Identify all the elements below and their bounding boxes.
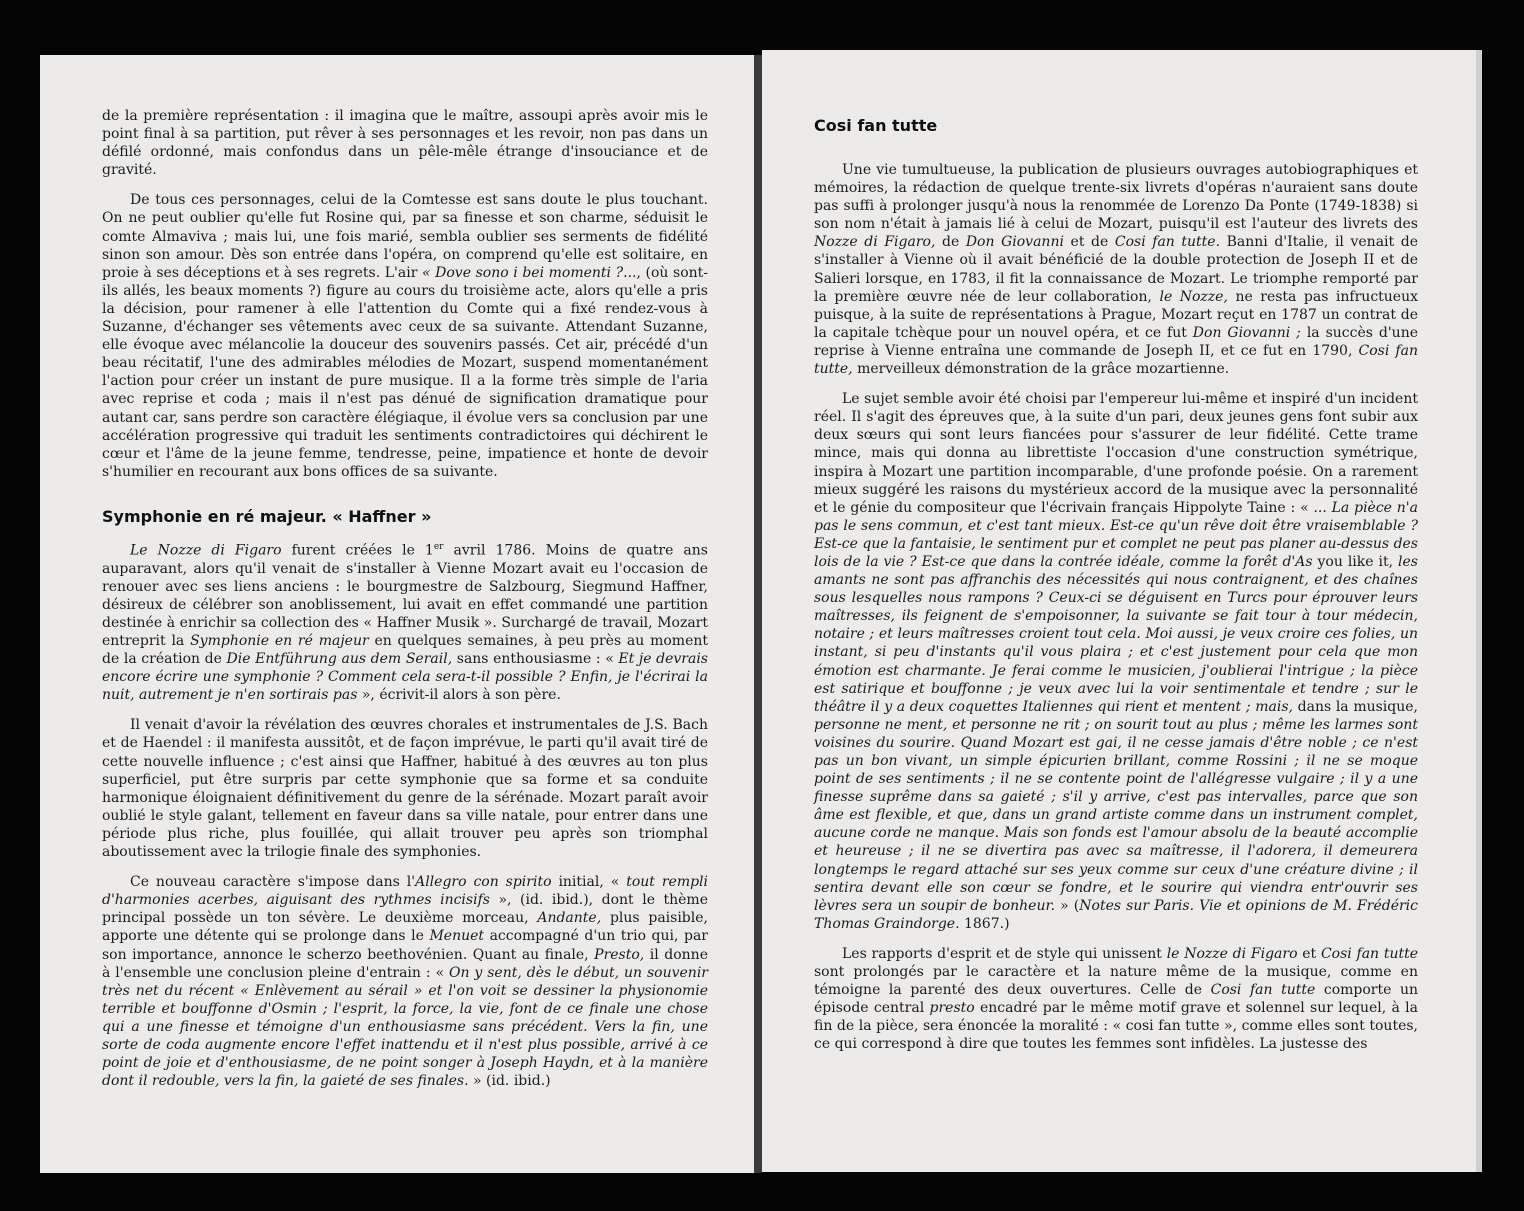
text-run: 1867.) — [959, 915, 1010, 932]
text-run: accompagné d'un trio qui, par son importance, annonce le scherzo beethovénien. Quant au finale, — [102, 928, 708, 963]
italic-run: ... La pièce n'a pas le sens commun, et c'est tant mieux. Est-ce qu'un rêve doit être vraisemblable ? Est-ce que la fantaisie, le sentiment pur et complet ne peut pas planer au-dessus des lois de la vie ? Est-ce que dans la contrée idéale, comme la forêt d'As — [814, 499, 1418, 570]
italic-run: On y sent, dès le début, un souvenir très net du récent « Enlèvement au sérail » et l'on voit se dessiner la physionomie terrible et bouffonne d'Osmin ; l'esprit, la force, la vie, font de ce finale une chose qui a une finesse et témoigne d'un enthousiasme sans précédent. Vers la fin, une sorte de coda augmente encore l'effet inattendu et il n'est plus possible, arrivé à ce point de joie et d'enthousiasme, de ne point songer à Joseph Haydn, et à la manière dont il redouble, vers la fin, la gaieté de ses finales. — [102, 964, 708, 1090]
italic-run: Notes sur Paris. Vie et opinions de M. Frédéric Thomas Graindorge. — [814, 897, 1418, 932]
left-page — [40, 55, 754, 1173]
text-run: merveilleux démonstration de la grâce mozartienne. — [852, 361, 1230, 378]
text-run: il donne à l'ensemble une conclusion pleine d'entrain : « — [102, 946, 708, 981]
superscript: er — [433, 541, 444, 552]
text-run: et — [1297, 945, 1321, 962]
text-run: sans enthousiasme : « — [452, 651, 619, 668]
italic-run: Cosi fan tutte — [1210, 982, 1316, 999]
italic-run: tout rempli d'harmonies acerbes, aiguisant des rythmes incisifs — [102, 874, 709, 909]
italic-run: Don Giovanni — [965, 234, 1064, 251]
text-run: de la première représentation : il imagina que le maître, assoupi après avoir mis le point final à sa partition, put rêver à ses personnages et les revoir, non pas dans un défilé ordonné, mais confondus dans un pêle-mêle étrange d'insouciance et de gravité. — [102, 108, 708, 179]
left-paragraph-4 — [102, 716, 708, 861]
text-run: plus paisible, apporte une détente qui se prolonge dans le — [102, 910, 708, 945]
italic-run: Cosi fan tutte. — [1114, 234, 1221, 251]
italic-run: Die Entführung aus dem Serail, — [226, 651, 453, 668]
section-heading-cosi-fan-tutte: Cosi fan tutte — [814, 116, 938, 135]
text-run: Ce nouveau caractère s'impose dans l' — [130, 874, 416, 891]
text-run: Banni d'Italie, il venait de s'installer à Vienne où il avait bénéficié de la double protection de Joseph II et de Salieri lorsque, en 1783, il fit la connaissance de Mozart. Le triomphe remporté par la première œuvre née de leur collaboration, — [814, 234, 1418, 305]
italic-run: les amants ne sont pas affranchis des nécessités qui nous contraignent, et des chaînes sous lesquelles nous rampons ? Ceux-ci se déguisent en Turcs pour éprouver leurs maîtresses, ils feignent de s'empoisonner, la suivante se fait tour à tour médecin, notaire ; et leurs maîtresses croient tout cela. Moi aussi, je veux croire ces folies, un instant, si peu d'instants qu'il vous plaira ; et c'est justement pour cela que mon émotion est charmante. Je ferai comme le musicien, j'oublierai l'intrigue ; la pièce est satirique et bouffonne ; je veux avec lui la voir sentimentale et tendre ; sur le théâtre il y a deux coquettes Italiennes qui rient et mentent ; mais, — [814, 553, 1418, 715]
italic-run: presto — [929, 1000, 975, 1017]
text-run: » ( — [1055, 897, 1080, 914]
text-run: », (id. ibid.), dont le thème principal possède un ton sévère. Le deuxième morceau, — [102, 892, 708, 927]
right-page — [762, 50, 1482, 1172]
left-paragraph-2 — [102, 191, 708, 481]
italic-run: Presto, — [594, 946, 645, 963]
italic-run: Allegro con spirito — [415, 874, 552, 891]
left-paragraph-5 — [102, 873, 708, 1090]
italic-run: Le Nozze di Figaro — [130, 542, 282, 559]
italic-run: Andante, — [537, 910, 602, 927]
book-spine — [754, 55, 762, 1173]
text-run: encadré par le même motif grave et solennel sur lequel, à la fin de la pièce, sera énoncée la moralité : « cosi fan tutte », comme elles sont toutes, ce qui correspond à dire que toutes les femmes sont infidèles. La justesse des — [814, 1000, 1418, 1053]
text-run: », écrivit-il alors à son père. — [357, 687, 561, 704]
text-run: Il venait d'avoir la révélation des œuvres chorales et instrumentales de J.S. Bach et de Haendel : il manifesta aussitôt, et de façon imprévue, le parti qu'il avait tiré de cette nouvelle influence ; c'est ainsi que Haffner, habitué à des œuvres au ton plus superficiel, put être surpris par cette symphonie que sa forme et sa conduite harmonique éloignaient définitivement du genre de la sérénade. Mozart paraît avoir oublié le style galant, tellement en faveur dans sa ville natale, pour entrer dans une période plus riche, plus fouillée, qui allait trouver peu après son triomphal aboutissement avec la trilogie finale des symphonies. — [102, 717, 708, 861]
text-run: ne resta pas infructueux puisque, à la suite de représentations à Prague, Mozart reçut en 1787 un contrat de la capitale tchèque pour un nouvel opéra, et ce fut — [814, 288, 1418, 341]
italic-run: Cosi fan tutte — [1320, 945, 1418, 962]
italic-run: Nozze di Figaro, — [814, 234, 936, 251]
text-run: furent créées le 1 — [281, 542, 434, 559]
text-run: » (id. ibid.) — [468, 1073, 551, 1090]
text-run: en quelques semaines, à peu près au moment de la création de — [102, 633, 708, 668]
text-run: dans la musique, — [1292, 698, 1418, 715]
italic-run: Don Giovanni ; — [1192, 324, 1301, 341]
italic-run: Cosi fan tutte, — [814, 342, 1418, 378]
left-paragraph-3 — [102, 538, 708, 705]
text-run: initial, « — [551, 874, 627, 891]
text-run: comporte un épisode central — [814, 982, 1418, 1017]
text-run: la succès d'une reprise à Vienne entraîna une commande de Joseph II, et ce fut en 1790, — [814, 324, 1418, 359]
italic-run: Symphonie en ré majeur — [190, 633, 369, 649]
italic-run: personne ne ment, et personne ne rit ; on sourit tout au plus ; même les larmes sont voisines du sourire. Quand Mozart est gai, il ne cesse jamais d'être noble ; ce n'est pas un bon vivant, un simple épicurien brillant, comme Rossini ; il ne se moque point de ses sentiments ; il ne se contente point de l'allégresse vulgaire ; il y a une finesse suprême dans sa gaieté ; s'il y arrive, c'est pas intervalles, parce que son âme est flexible, et que, dans un grand artiste comme dans un instrument complet, aucune corde ne manque. Mais son fonds est l'amour absolu de la beauté accomplie et heureuse ; il ne se divertira pas avec sa maîtresse, il l'adorera, il demeurera longtemps le regard attaché sur ses yeux comme sur ceux d'une créature divine ; il sentira devant elle son cœur se fondre, et le sourire qui viendra entr'ouvrir ses lèvres sera un soupir de bonheur. — [814, 716, 1418, 914]
italic-run: le Nozze di Figaro — [1166, 945, 1298, 962]
text-run: De tous ces personnages, celui de la Comtesse est sans doute le plus touchant. On ne peut oublier qu'elle fut Rosine qui, par sa finesse et son charme, séduisit le comte Almaviva ; mais lui, une fois marié, sembla oublier ses serments de fidélité sinon son amour. Dès son entrée dans l'opéra, on comprend qu'elle est solitaire, en proie à ses déceptions et à ses regrets. L'air — [102, 192, 708, 281]
right-paragraph-3 — [814, 945, 1418, 1054]
text-run: et de — [1063, 234, 1115, 251]
section-heading-haffner: Symphonie en ré majeur. « Haffner » — [102, 506, 432, 526]
right-paragraph-2 — [814, 390, 1418, 933]
italic-run: « Dove sono i bei momenti ?... — [422, 264, 637, 281]
left-paragraph-1 — [102, 107, 708, 179]
right-paragraph-1 — [814, 161, 1418, 378]
text-run: de — [935, 234, 966, 251]
text-run: you like it, — [1312, 553, 1399, 570]
text-run: , (où sont-ils allés, les beaux moments ?) figure au cours du troisième acte, alors qu'elle a pris la décision, pour ramener à elle l'attention du Comte qui a fixé rendez-vous à Suzanne, d'échanger ses vêtements avec ceux de sa suivante. Attendant Suzanne, elle évoque avec mélancolie la douceur des souvenirs passés. Cet air, précédé d'un beau récitatif, l'une des admirables mélodies de Mozart, suspend momentanément l'action pour créer un instant de pure musique. Il a la forme très simple de l'aria avec reprise et coda ; mais il n'est pas dénué de signification dramatique pour autant car, sans perdre son caractère élégiaque, il évolue vers sa conclusion par une accélération progressive qui traduit les sentiments contradictoires qui déchirent le cœur et l'âme de la jeune femme, tendresse, peine, impatience et honte de devoir s'humilier en recourant aux bons offices de sa suivante. — [102, 264, 708, 480]
text-run: avril 1786. Moins de quatre ans auparavant, alors qu'il venait de s'installer à Vienne Mozart avait eu l'occasion de renouer avec ses liens anciens : le bourgmestre de Salzbourg, Siegmund Haffner, désireux de célébrer son anoblissement, lui avait en effet commandé une partition destinée à enrichir sa collection des « Haffner Musik ». Surchargé de travail, Mozart entreprit la — [102, 542, 708, 649]
italic-run: Menuet — [429, 928, 485, 945]
text-run: Le sujet semble avoir été choisi par l'empereur lui-même et inspiré d'un incident réel. Il s'agit des épreuves que, à la suite d'un pari, deux jeunes gens font subir aux deux sœurs qui sont leurs fiancées pour s'assurer de leur fidélité. Cette trame mince, mais qui donna au librettiste l'occasion d'une construction symétrique, inspira à Mozart une partition incomparable, d'une profonde poésie. On a rarement mieux suggéré les raisons du mystérieux accord de la musique avec la personnalité et le génie du compositeur que l'écrivain français Hippolyte Taine : « — [814, 391, 1418, 516]
italic-run: Et je devrais encore écrire une symphonie ? Comment cela sera-t-il possible ? Enfin, je l'écrirai la nuit, autrement je n'en sortirais pas — [102, 651, 708, 704]
text-run: sont prolongés par le caractère et la nature même de la musique, comme en témoigne la parenté des deux ouvertures. Celle de — [814, 964, 1418, 999]
italic-run: le Nozze, — [1159, 288, 1228, 305]
text-run: Une vie tumultueuse, la publication de plusieurs ouvrages autobiographiques et mémoires, la rédaction de quelque trente-six livrets d'opéras n'auraient sans doute pas suffi à prolonger jusqu'à nous la renommée de Lorenzo Da Ponte (1749-1838) si son nom n'était à jamais lié à celui de Mozart, puisqu'il est l'auteur des livrets des — [814, 162, 1418, 233]
text-run: Les rapports d'esprit et de style qui unissent — [842, 945, 1167, 962]
